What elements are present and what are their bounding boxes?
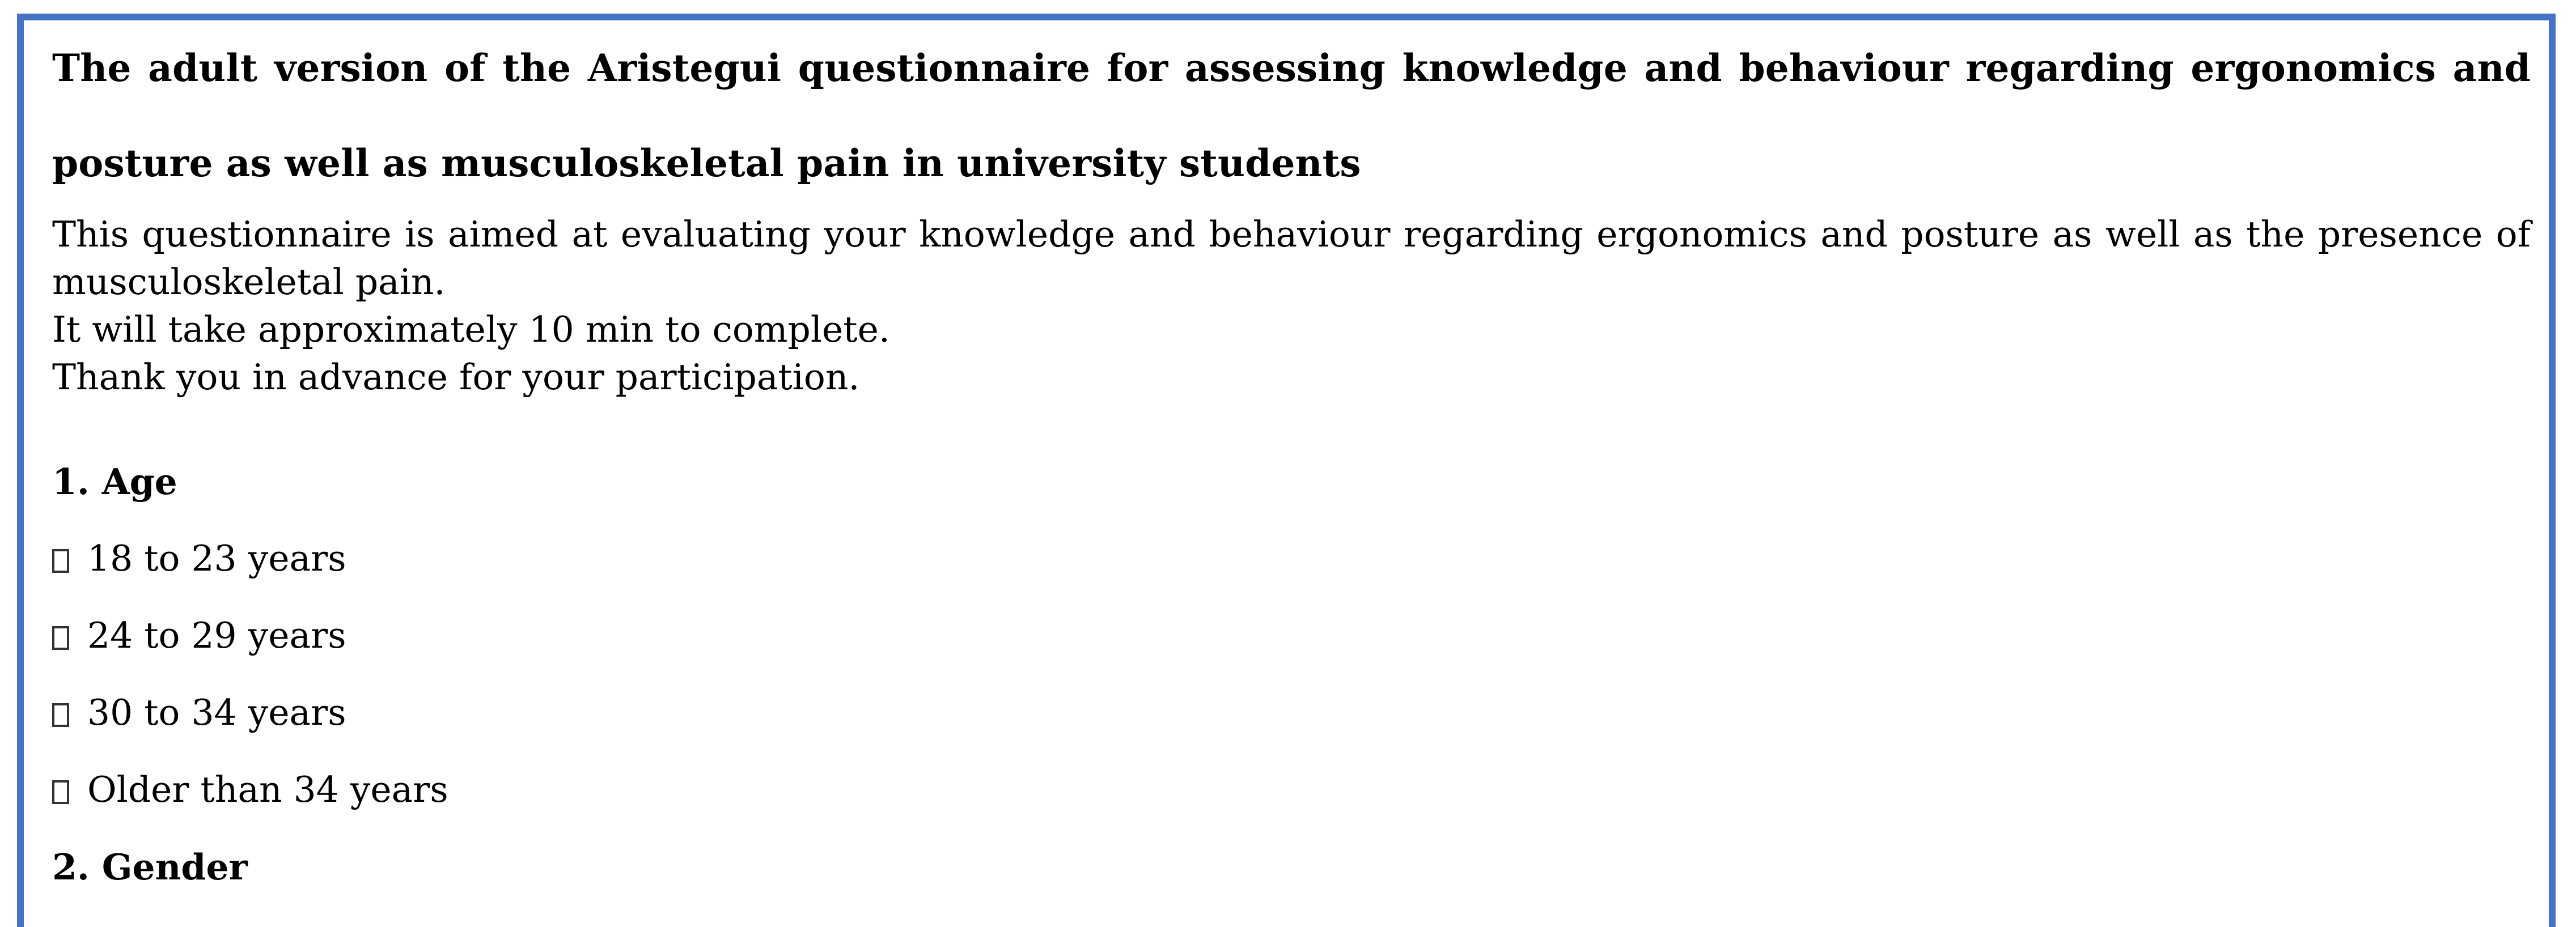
questionnaire-title: The adult version of the Aristegui questionnaire for assessing knowledge and behaviour regarding ergonomics and posture as well as musculoskeletal pain in university students — [52, 46, 2531, 185]
option-label: 24 to 29 years — [87, 615, 346, 656]
option-age-30-34[interactable] — [52, 689, 346, 737]
thanks-text: Thank you in advance for your participation. — [52, 356, 860, 398]
option-age-24-29[interactable] — [52, 612, 346, 660]
question-age-label: 1. Age — [52, 461, 177, 503]
questionnaire-content — [52, 37, 2531, 888]
checkbox-icon[interactable] — [52, 549, 69, 573]
question-gender-label: 2. Gender — [52, 846, 248, 888]
checkbox-icon[interactable] — [52, 703, 69, 727]
checkbox-icon[interactable] — [52, 780, 69, 804]
intro-text: This questionnaire is aimed at evaluating your knowledge and behaviour regarding ergonomics and posture as well as the presence of musculoskeletal pain. — [52, 214, 2531, 303]
option-label: Older than 34 years — [87, 769, 448, 810]
duration-text: It will take approximately 10 min to complete. — [52, 309, 890, 350]
option-age-18-23[interactable] — [52, 535, 346, 582]
option-label: 30 to 34 years — [87, 692, 346, 733]
option-label: 18 to 23 years — [87, 538, 346, 579]
option-age-older-34[interactable] — [52, 766, 448, 814]
checkbox-icon[interactable] — [52, 626, 69, 650]
